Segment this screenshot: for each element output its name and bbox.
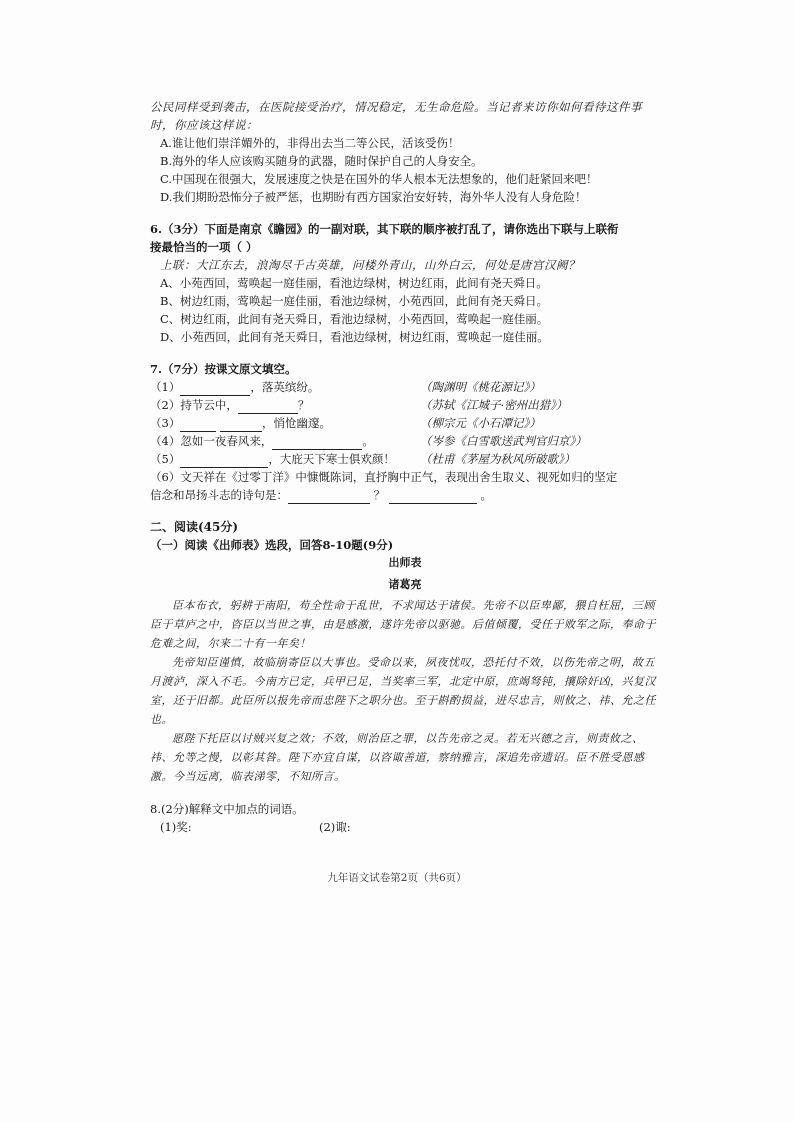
q7-item-5-num: （5） — [150, 452, 181, 466]
q7-item-1-num: （1） — [150, 380, 181, 394]
q6-option-a: A、小苑西回，莺唤起一庭佳丽，看池边绿树，树边红雨，此间有尧天舜日。 — [160, 276, 548, 290]
q7-item-6-line-2 — [150, 486, 660, 504]
q7-item-1 — [150, 378, 660, 396]
question-6 — [150, 220, 660, 346]
q7-item-5-blank[interactable] — [180, 454, 268, 468]
q7-item-2-before: 持节云中， — [180, 398, 238, 412]
q5-line-2: 时，你应该这样说： — [150, 118, 258, 132]
passage-paragraph-1: 臣本布衣，躬耕于南阳，苟全性命于乱世，不求闻达于诸侯。先帝不以臣卑鄙，猥自枉屈，三顾臣于草庐之中，咨臣以当世之事，由是感激，遂许先帝以驱驰。后值倾覆，受任于败军之际，奉命于危难之间，尔来二十有一年矣！ — [150, 599, 656, 650]
q8-items — [150, 818, 660, 836]
passage-author: 诸葛亮 — [388, 578, 422, 591]
q7-item-6-blank-b[interactable] — [389, 490, 477, 504]
page-content — [150, 98, 660, 836]
q8-item-1: (1)奖: — [160, 820, 192, 834]
q7-item-6-line-1: （6）文天祥在《过零丁洋》中慷慨陈词，直抒胸中正气，表现出舍生取义、视死如归的坚定 — [150, 470, 618, 484]
q7-item-3-blank-b[interactable] — [220, 418, 262, 432]
passage-title: 出师表 — [388, 556, 422, 569]
question-5 — [150, 98, 660, 206]
q6-head-line-2: 接最恰当的一项（ ） — [150, 240, 258, 254]
page-footer: 九年语文试卷第2页（共6页） — [327, 872, 467, 884]
q5-line-1: 公民同样受到袭击，在医院接受治疗，情况稳定，无生命危险。当记者来访你如何看待这件事 — [150, 100, 642, 114]
q7-item-3-num: （3） — [150, 416, 181, 430]
q7-item-4-before: 忽如一夜春风来， — [180, 434, 273, 448]
q7-item-6-end: 。 — [480, 488, 492, 502]
q7-item-1-blank[interactable] — [180, 382, 250, 396]
reading-section — [150, 518, 660, 786]
q6-option-b: B、树边红雨，莺唤起一庭佳丽，看池边绿树，小苑西回，此间有尧天舜日。 — [160, 294, 548, 308]
q7-item-5-after: ，大庇天下寒士俱欢颜！ — [268, 452, 395, 466]
q7-item-4-blank[interactable] — [272, 436, 362, 450]
q5-option-d: D.我们期盼恐怖分子被严惩，也期盼有西方国家治安好转，海外华人没有人身危险！ — [160, 190, 587, 204]
q6-option-d: D、小苑西回，此间有尧天舜日，看池边绿树，树边红雨，莺唤起一庭佳丽。 — [160, 330, 549, 344]
q7-item-6-prefix: 信念和昂扬斗志的诗句是： — [150, 488, 288, 502]
reading-subsection-title: （一）阅读《出师表》选段，回答8-10题(9分) — [150, 538, 394, 552]
q7-item-6-blank-a[interactable] — [288, 490, 370, 504]
q7-item-2 — [150, 396, 660, 414]
q5-option-a: A.谁让他们崇洋媚外的，非得出去当二等公民，活该受伤！ — [160, 136, 460, 150]
q7-item-6-mid: ？ — [373, 488, 386, 502]
reading-section-title: 二、阅读(45分) — [150, 520, 239, 534]
q7-item-4-after: 。 — [362, 434, 374, 448]
q7-item-3 — [150, 414, 660, 432]
q7-item-2-blank[interactable] — [238, 400, 298, 414]
q5-option-b: B.海外的华人应该购买随身的武器，随时保护自己的人身安全。 — [160, 154, 483, 168]
q7-item-3-blank-a[interactable] — [180, 418, 216, 432]
question-7 — [150, 360, 660, 504]
passage-paragraph-3: 愿陛下托臣以讨贼兴复之效；不效，则治臣之罪，以告先帝之灵。若无兴德之言，则责攸之、祎、允等之慢，以彰其咎。陛下亦宜自谋，以咨诹善道，察纳雅言，深追先帝遗诏。臣不胜受恩感激。今当远离，临表涕零，不知所言。 — [150, 732, 645, 783]
passage-paragraph-2: 先帝知臣谨慎，故临崩寄臣以大事也。受命以来，夙夜忧叹，恐托付不效，以伤先帝之明，故五月渡泸，深入不毛。今南方已定，兵甲已足，当奖率三军，北定中原，庶竭驽钝，攘除奸凶，兴复汉室，还于旧都。此臣所以报先帝而忠陛下之职分也。至于斟酌损益，进尽忠言，则攸之、祎、允之任也。 — [150, 656, 656, 726]
q7-item-5-source: （杜甫《茅屋为秋风所破歌》） — [420, 452, 576, 466]
q5-option-c: C.中国现在很强大，发展速度之快是在国外的华人根本无法想象的，他们赶紧回来吧！ — [160, 172, 598, 186]
q7-item-4-source: （岑参《白雪歌送武判官归京》） — [420, 434, 587, 448]
q7-item-1-after: ，落英缤纷。 — [250, 380, 320, 394]
q7-item-3-after: ，悄怆幽邃。 — [261, 416, 331, 430]
q7-item-2-num: （2） — [150, 398, 181, 412]
q7-head: 7.（7分）按课文原文填空。 — [150, 362, 297, 376]
q7-item-1-source: （陶渊明《桃花源记》） — [420, 380, 541, 394]
passage-body — [150, 596, 660, 786]
q8-head: 8.(2分)解释文中加点的词语。 — [150, 802, 304, 816]
q7-item-4 — [150, 432, 660, 450]
q7-item-5 — [150, 450, 660, 468]
q7-item-2-after: ？ — [297, 398, 310, 412]
q6-upper-couplet: 上联：大江东去，浪淘尽千古英雄，问楼外青山，山外白云，何处是唐宫汉阙？ — [160, 258, 580, 272]
q7-item-2-source: （苏轼《江城子·密州出猎》） — [420, 398, 568, 412]
question-8 — [150, 800, 660, 836]
q8-item-2: (2)诹: — [318, 820, 351, 834]
q6-option-c: C、树边红雨，此间有尧天舜日，看池边绿树，小苑西回，莺唤起一庭佳丽。 — [160, 312, 549, 326]
q6-head-line-1: 6.（3分）下面是南京《瞻园》的一副对联，其下联的顺序被打乱了，请你选出下联与上联衔 — [150, 222, 619, 236]
q7-item-4-num: （4） — [150, 434, 181, 448]
q7-item-3-source: （柳宗元《小石潭记》） — [420, 416, 541, 430]
